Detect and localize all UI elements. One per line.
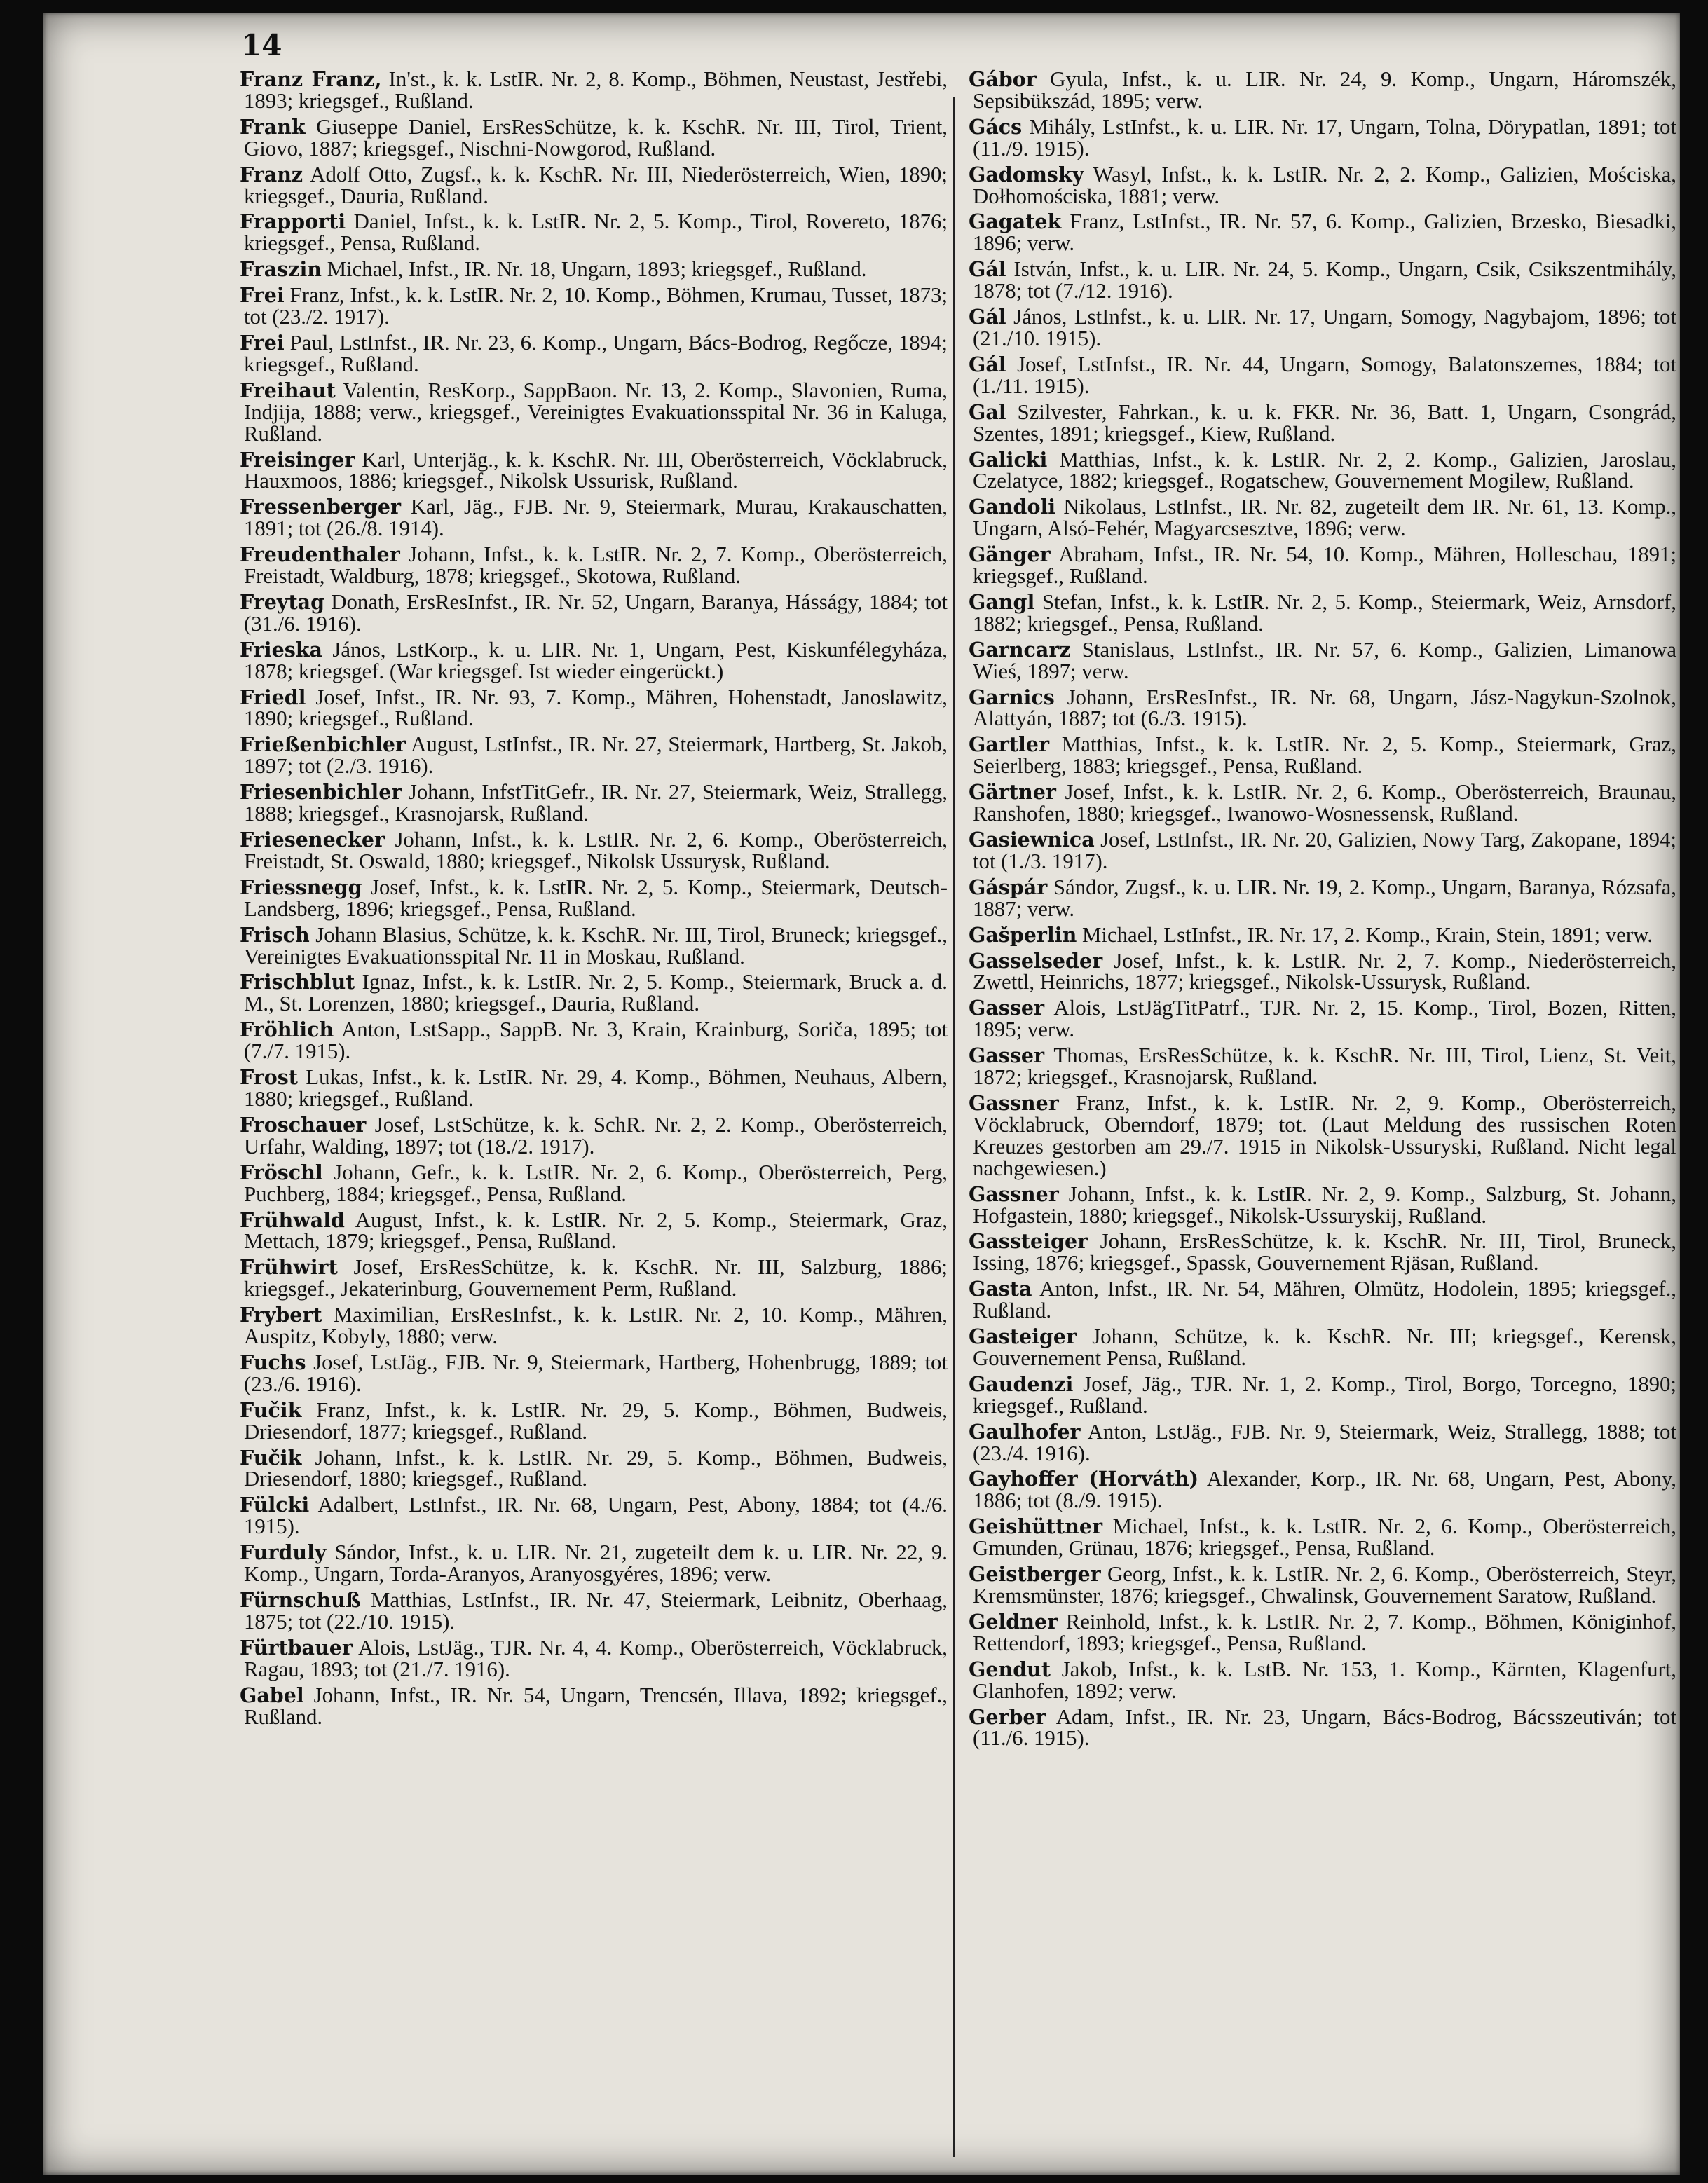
entry-surname: Fuchs bbox=[240, 1350, 306, 1374]
list-entry bbox=[969, 639, 1676, 683]
list-entry bbox=[969, 1516, 1676, 1559]
entry-details: Franz, Infst., k. k. LstIR. Nr. 2, 9. Komp., Oberösterreich, Vöcklabruck, Oberndorf, 1879; tot. (Laut Meldung des russischen Roten Kreuzes gestorben am 29./7. 1915 in Nikolsk-Ussuryski, Rußland. Nicht legal nachgewiesen.) bbox=[973, 1090, 1676, 1180]
entry-surname: Frischblut bbox=[240, 970, 355, 994]
entry-surname: Gács bbox=[969, 114, 1023, 139]
entry-details: Alexander, Korp., IR. Nr. 68, Ungarn, Pest, Abony, 1886; tot (8./9. 1915). bbox=[973, 1467, 1676, 1513]
list-entry bbox=[240, 1542, 948, 1585]
list-entry bbox=[969, 399, 1676, 446]
list-entry bbox=[240, 734, 948, 777]
entry-details: Johann Blasius, Schütze, k. k. KschR. Nr. III, Tirol, Bruneck; kriegsgef., Vereinigtes Evakuationsspital Nr. 11 in Moskau, Rußland. bbox=[244, 922, 948, 969]
list-entry bbox=[969, 496, 1676, 540]
list-entry bbox=[969, 69, 1676, 112]
entry-surname: Frießenbichler bbox=[240, 732, 406, 757]
entry-surname: Gaudenzi bbox=[969, 1371, 1074, 1396]
entry-surname: Freytag bbox=[240, 589, 324, 614]
list-entry bbox=[240, 924, 948, 968]
entry-details: Johann, Gefr., k. k. LstIR. Nr. 2, 6. Komp., Oberösterreich, Perg, Puchberg, 1884; kriegsgef., Pensa, Rußland. bbox=[244, 1160, 948, 1206]
list-entry bbox=[240, 544, 948, 587]
entry-surname: Gayhoffer (Horváth) bbox=[969, 1467, 1199, 1491]
list-entry bbox=[969, 164, 1676, 207]
entry-surname: Gagatek bbox=[969, 210, 1062, 234]
entry-details: Anton, Infst., IR. Nr. 54, Mähren, Olmütz, Hodolein, 1895; kriegsgef., Rußland. bbox=[973, 1277, 1676, 1323]
entry-surname: Fučik bbox=[240, 1445, 302, 1470]
entry-surname: Frisch bbox=[240, 922, 310, 947]
entry-surname: Freisinger bbox=[240, 447, 355, 472]
entry-surname: Galicki bbox=[969, 447, 1048, 472]
entry-details: Franz, LstInfst., IR. Nr. 57, 6. Komp., Galizien, Brzesko, Biesadki, 1896; verw. bbox=[973, 210, 1676, 256]
entry-surname: Gerber bbox=[969, 1704, 1046, 1729]
entry-surname: Frieska bbox=[240, 637, 322, 662]
entry-details: Josef, ErsResSchütze, k. k. KschR. Nr. III, Salzburg, 1886; kriegsgef., Jekaterinburg, Gouvernement Perm, Rußland. bbox=[244, 1255, 948, 1301]
entry-details: Szilvester, Fahrkan., k. u. k. FKR. Nr. 36, Batt. 1, Ungarn, Csongrád, Szentes, 1891; kriegsgef., Kiew, Rußland. bbox=[973, 399, 1676, 446]
entry-details: János, LstInfst., k. u. LIR. Nr. 17, Ungarn, Somogy, Nagybajom, 1896; tot (21./10. 1915). bbox=[973, 305, 1676, 350]
list-entry bbox=[969, 1371, 1676, 1418]
entry-surname: Friessnegg bbox=[240, 875, 362, 899]
entry-surname: Friesenecker bbox=[240, 828, 385, 851]
entry-surname: Fröhlich bbox=[240, 1018, 334, 1042]
entry-details: Karl, Jäg., FJB. Nr. 9, Steiermark, Murau, Krakauschatten, 1891; tot (26./8. 1914). bbox=[244, 495, 948, 541]
entry-details: Alois, LstJägTitPatrf., TJR. Nr. 2, 15. Komp., Tirol, Bozen, Ritten, 1895; verw. bbox=[973, 996, 1676, 1042]
entry-surname: Frapporti bbox=[240, 210, 346, 234]
list-entry bbox=[969, 877, 1676, 920]
entry-details: Josef, Infst., IR. Nr. 93, 7. Komp., Mähren, Hohenstadt, Janoslawitz, 1890; kriegsgef., Rußland. bbox=[244, 685, 948, 731]
list-entry bbox=[969, 591, 1676, 635]
entry-details: August, Infst., k. k. LstIR. Nr. 2, 5. Komp., Steiermark, Graz, Mettach, 1879; kriegsgef., Pensa, Rußland. bbox=[244, 1207, 948, 1254]
list-entry bbox=[240, 877, 948, 920]
entry-surname: Franz Franz, bbox=[240, 69, 382, 91]
entry-details: Anton, LstJäg., FJB. Nr. 9, Steiermark, Weiz, Strallegg, 1888; tot (23./4. 1916). bbox=[973, 1419, 1676, 1465]
list-entry bbox=[969, 1278, 1676, 1322]
entry-details: Mihály, LstInfst., k. u. LIR. Nr. 17, Ungarn, Tolna, Dörypatlan, 1891; tot (11./9. 1915). bbox=[973, 114, 1676, 160]
list-entry bbox=[969, 687, 1676, 730]
entry-details: Georg, Infst., k. k. LstIR. Nr. 2, 6. Komp., Oberösterreich, Steyr, Kremsmünster, 1876; kriegsgef., Chwalinsk, Gouvernement Saratow, Rußland. bbox=[973, 1562, 1676, 1608]
entry-details: Karl, Unterjäg., k. k. KschR. Nr. III, Oberösterreich, Vöcklabruck, Hauxmoos, 1886; kriegsgef., Nikolsk Ussurisk, Rußland. bbox=[244, 447, 948, 493]
entry-details: Abraham, Infst., IR. Nr. 54, 10. Komp., Mähren, Holleschau, 1891; kriegsgef., Rußland. bbox=[973, 542, 1676, 589]
entry-surname: Friesenbichler bbox=[240, 780, 402, 805]
list-entry bbox=[240, 1067, 948, 1110]
list-entry bbox=[969, 829, 1676, 872]
entry-surname: Froschauer bbox=[240, 1112, 367, 1137]
entry-details: Josef, LstJäg., FJB. Nr. 9, Steiermark, Hartberg, Hohenbrugg, 1889; tot (23./6. 1916). bbox=[244, 1350, 948, 1396]
entry-details: Daniel, Infst., k. k. LstIR. Nr. 2, 5. Komp., Tirol, Rovereto, 1876; kriegsgef., Pensa, Rußland. bbox=[244, 210, 948, 256]
list-entry bbox=[969, 306, 1676, 350]
list-entry bbox=[969, 1090, 1676, 1180]
list-entry bbox=[969, 924, 1676, 946]
list-entry bbox=[969, 1184, 1676, 1227]
entry-details: Franz, Infst., k. k. LstIR. Nr. 29, 5. Komp., Böhmen, Budweis, Driesendorf, 1877; kriegsgef., Rußland. bbox=[244, 1397, 948, 1444]
entry-details: Josef, Infst., k. k. LstIR. Nr. 2, 7. Komp., Niederösterreich, Zwettl, Heinrichs, 1877; kriegsgef., Nikolsk-Ussurysk, Rußland. bbox=[973, 948, 1676, 994]
entry-details: August, LstInfst., IR. Nr. 27, Steiermark, Hartberg, St. Jakob, 1897; tot (2./3. 1916). bbox=[244, 732, 948, 779]
entry-details: Josef, Infst., k. k. LstIR. Nr. 2, 5. Komp., Steiermark, Deutsch-Landsberg, 1896; kriegsgef., Pensa, Rußland. bbox=[244, 875, 948, 921]
list-entry bbox=[240, 332, 948, 376]
list-entry bbox=[240, 971, 948, 1015]
entry-surname: Gaulhofer bbox=[969, 1419, 1081, 1444]
entry-surname: Fraszin bbox=[240, 257, 322, 282]
entry-surname: Frost bbox=[240, 1065, 298, 1090]
list-entry bbox=[969, 1326, 1676, 1369]
entry-surname: Fröschl bbox=[240, 1160, 323, 1184]
entry-surname: Gašperlin bbox=[969, 922, 1077, 947]
entry-details: Lukas, Infst., k. k. LstIR. Nr. 29, 4. Komp., Böhmen, Neuhaus, Albern, 1880; kriegsgef., Rußland. bbox=[244, 1065, 948, 1111]
list-entry bbox=[240, 1304, 948, 1348]
entry-details: Johann, Infst., IR. Nr. 54, Ungarn, Trencsén, Illava, 1892; kriegsgef., Rußland. bbox=[244, 1683, 948, 1729]
list-entry bbox=[240, 1637, 948, 1681]
entry-details: Stanislaus, LstInfst., IR. Nr. 57, 6. Komp., Galizien, Limanowa Wieś, 1897; verw. bbox=[973, 637, 1676, 683]
list-entry bbox=[240, 69, 948, 112]
list-entry bbox=[240, 164, 948, 207]
entry-details: Gyula, Infst., k. u. LIR. Nr. 24, 9. Komp., Ungarn, Háromszék, Sepsibükszád, 1895; verw. bbox=[973, 69, 1676, 113]
entry-surname: Geistberger bbox=[969, 1562, 1101, 1587]
entry-details: Wasyl, Infst., k. k. LstIR. Nr. 2, 2. Komp., Galizien, Mościska, Dołhomościska, 1881; verw. bbox=[973, 162, 1676, 208]
document-page bbox=[43, 13, 1680, 2175]
list-entry bbox=[969, 449, 1676, 493]
entry-surname: Gál bbox=[969, 305, 1006, 329]
entry-details: István, Infst., k. u. LIR. Nr. 24, 5. Komp., Ungarn, Csik, Csikszentmihály, 1878; tot (7./12. 1916). bbox=[973, 257, 1676, 303]
entry-details: Nikolaus, LstInfst., IR. Nr. 82, zugeteilt dem IR. Nr. 61, 13. Komp., Ungarn, Alsó-Fehér, Magyarcsesztve, 1896; verw. bbox=[973, 495, 1676, 541]
entry-surname: Franz bbox=[240, 162, 303, 186]
entry-details: Donath, ErsResInfst., IR. Nr. 52, Ungarn, Baranya, Hásságy, 1884; tot (31./6. 1916). bbox=[244, 589, 948, 636]
list-entry bbox=[240, 1447, 948, 1491]
list-entry bbox=[240, 1257, 948, 1300]
list-entry bbox=[240, 1397, 948, 1444]
list-entry bbox=[240, 116, 948, 160]
entry-surname: Geldner bbox=[969, 1609, 1058, 1634]
list-entry bbox=[240, 687, 948, 730]
entry-surname: Gasser bbox=[969, 1043, 1045, 1068]
list-entry bbox=[240, 639, 948, 683]
list-entry bbox=[969, 950, 1676, 994]
list-entry bbox=[240, 449, 948, 493]
list-entry bbox=[240, 380, 948, 445]
entry-details: Matthias, Infst., k. k. LstIR. Nr. 2, 2. Komp., Galizien, Jaroslau, Czelatyce, 1882; kriegsgef., Rogatschew, Gouvernement Mogilew, Rußland. bbox=[973, 447, 1676, 493]
list-entry bbox=[969, 1659, 1676, 1702]
list-entry bbox=[240, 259, 948, 280]
list-entry bbox=[969, 997, 1676, 1041]
list-entry bbox=[240, 829, 948, 872]
entry-surname: Friedl bbox=[240, 685, 306, 709]
entry-details: Valentin, ResKorp., SappBaon. Nr. 13, 2. Komp., Slavonien, Ruma, Indjija, 1888; verw., kriegsgef., Vereinigtes Evakuationsspital Nr. 36 in Kaluga, Rußland. bbox=[244, 378, 948, 446]
entry-surname: Fürtbauer bbox=[240, 1635, 353, 1660]
list-entry bbox=[969, 1563, 1676, 1607]
entry-surname: Gábor bbox=[969, 69, 1037, 91]
entry-surname: Gandoli bbox=[969, 495, 1056, 519]
list-entry bbox=[969, 1706, 1676, 1750]
entry-surname: Gasser bbox=[969, 996, 1045, 1020]
entry-details: Ignaz, Infst., k. k. LstIR. Nr. 2, 5. Komp., Steiermark, Bruck a. d. M., St. Lorenzen, 1880; kriegsgef., Dauria, Rußland. bbox=[244, 970, 948, 1016]
list-entry bbox=[240, 1352, 948, 1395]
list-entry bbox=[240, 781, 948, 825]
entry-details: Matthias, Infst., k. k. LstIR. Nr. 2, 5. Komp., Steiermark, Graz, Seierlberg, 1883; kriegsgef., Pensa, Rußland. bbox=[973, 732, 1676, 779]
entry-surname: Gärtner bbox=[969, 780, 1056, 805]
list-entry bbox=[969, 211, 1676, 254]
entry-details: Alois, LstJäg., TJR. Nr. 4, 4. Komp., Oberösterreich, Vöcklabruck, Ragau, 1893; tot (21./7. 1916). bbox=[244, 1635, 948, 1681]
list-entry bbox=[240, 285, 948, 328]
list-entry bbox=[240, 591, 948, 635]
entry-surname: Freudenthaler bbox=[240, 542, 400, 567]
entry-details: Josef, Infst., k. k. LstIR. Nr. 2, 6. Komp., Oberösterreich, Braunau, Ranshofen, 1880; kriegsgef., Iwanowo-Wosnessensk, Rußland. bbox=[973, 780, 1676, 826]
list-entry bbox=[969, 734, 1676, 777]
entry-surname: Gassteiger bbox=[969, 1229, 1088, 1254]
entry-surname: Gendut bbox=[969, 1657, 1051, 1681]
entry-surname: Gabel bbox=[240, 1683, 304, 1707]
entry-surname: Gassner bbox=[969, 1182, 1059, 1206]
entry-details: Josef, LstInfst., IR. Nr. 20, Galizien, Nowy Targ, Zakopane, 1894; tot (1./3. 1917). bbox=[973, 828, 1676, 873]
entry-surname: Frühwirt bbox=[240, 1255, 338, 1280]
entry-surname: Gassner bbox=[969, 1090, 1059, 1115]
entry-surname: Frank bbox=[240, 114, 306, 139]
entry-details: János, LstKorp., k. u. LIR. Nr. 1, Ungarn, Pest, Kiskunfélegyháza, 1878; kriegsgef. (War kriegsgef. Ist wieder eingerückt.) bbox=[244, 637, 948, 683]
list-entry bbox=[240, 1685, 948, 1728]
entry-surname: Fučik bbox=[240, 1397, 302, 1422]
list-entry bbox=[969, 1468, 1676, 1512]
entry-surname: Furduly bbox=[240, 1540, 327, 1565]
entry-details: Johann, Infst., k. k. LstIR. Nr. 2, 9. Komp., Salzburg, St. Johann, Hofgastein, 1880; kriegsgef., Nikolsk-Ussuryskij, Rußland. bbox=[973, 1182, 1676, 1228]
entry-details: Josef, LstSchütze, k. k. SchR. Nr. 2, 2. Komp., Oberösterreich, Urfahr, Walding, 1897; tot (18./2. 1917). bbox=[244, 1112, 948, 1158]
entry-surname: Frei bbox=[240, 283, 285, 308]
entry-details: Franz, Infst., k. k. LstIR. Nr. 2, 10. Komp., Böhmen, Krumau, Tusset, 1873; tot (23./2. 1917). bbox=[244, 283, 948, 329]
entry-surname: Gasiewnica bbox=[969, 828, 1095, 851]
entry-details: Thomas, ErsResSchütze, k. k. KschR. Nr. III, Tirol, Lienz, St. Veit, 1872; kriegsgef., Krasnojarsk, Rußland. bbox=[973, 1043, 1676, 1090]
list-entry bbox=[969, 1231, 1676, 1274]
entry-surname: Gal bbox=[969, 399, 1006, 424]
entry-surname: Gál bbox=[969, 352, 1006, 376]
entry-details: Jakob, Infst., k. k. LstB. Nr. 153, 1. Komp., Kärnten, Klagenfurt, Glanhofen, 1892; verw. bbox=[973, 1657, 1676, 1703]
entry-details: Maximilian, ErsResInfst., k. k. LstIR. Nr. 2, 10. Komp., Mähren, Auspitz, Kobyly, 1880; verw. bbox=[244, 1303, 948, 1349]
list-entry bbox=[969, 1421, 1676, 1465]
entry-surname: Frühwald bbox=[240, 1207, 345, 1232]
list-entry bbox=[240, 1207, 948, 1254]
page-number: 14 bbox=[241, 28, 282, 62]
entry-surname: Geishüttner bbox=[969, 1514, 1102, 1539]
entry-surname: Garncarz bbox=[969, 637, 1071, 662]
entry-details: Johann, Infst., k. k. LstIR. Nr. 2, 7. Komp., Oberösterreich, Freistadt, Waldburg, 1878; kriegsgef., Skotowa, Rußland. bbox=[244, 542, 948, 589]
entry-surname: Gänger bbox=[969, 542, 1051, 567]
left-column bbox=[240, 69, 948, 2164]
entry-details: Reinhold, Infst., k. k. LstIR. Nr. 2, 7. Komp., Böhmen, Königinhof, Rettendorf, 1893; kriegsgef., Pensa, Rußland. bbox=[973, 1609, 1676, 1655]
entry-details: Adam, Infst., IR. Nr. 23, Ungarn, Bács-Bodrog, Bácsszeutiván; tot (11./6. 1915). bbox=[973, 1704, 1676, 1751]
entry-surname: Gáspár bbox=[969, 875, 1048, 899]
list-entry bbox=[240, 496, 948, 540]
list-entry bbox=[969, 1611, 1676, 1655]
entry-details: Adolf Otto, Zugsf., k. k. KschR. Nr. III, Niederösterreich, Wien, 1890; kriegsgef., Dauria, Rußland. bbox=[244, 162, 948, 208]
entry-details: Michael, Infst., IR. Nr. 18, Ungarn, 1893; kriegsgef., Rußland. bbox=[322, 257, 867, 282]
list-entry bbox=[240, 1589, 948, 1633]
entry-surname: Garnics bbox=[969, 685, 1055, 709]
list-entry bbox=[240, 1494, 948, 1538]
entry-surname: Gadomsky bbox=[969, 162, 1084, 186]
entry-details: Giuseppe Daniel, ErsResSchütze, k. k. KschR. Nr. III, Tirol, Trient, Giovo, 1887; kriegsgef., Nischni-Nowgorod, Rußland. bbox=[244, 114, 948, 160]
entry-details: Sándor, Infst., k. u. LIR. Nr. 21, zugeteilt dem k. u. LIR. Nr. 22, 9. Komp., Ungarn, Torda-Aranyos, Aranyosgyéres, 1896; verw. bbox=[244, 1540, 948, 1587]
entry-surname: Frybert bbox=[240, 1303, 322, 1327]
entry-surname: Fülcki bbox=[240, 1493, 310, 1517]
entry-surname: Gasteiger bbox=[969, 1325, 1077, 1349]
entry-details: Paul, LstInfst., IR. Nr. 23, 6. Komp., Ungarn, Bács-Bodrog, Regőcze, 1894; kriegsgef., Rußland. bbox=[244, 330, 948, 376]
entry-surname: Fressenberger bbox=[240, 495, 401, 519]
entry-surname: Gasselseder bbox=[969, 948, 1103, 973]
list-entry bbox=[240, 211, 948, 254]
list-entry bbox=[969, 1045, 1676, 1088]
list-entry bbox=[969, 544, 1676, 587]
entry-details: Adalbert, LstInfst., IR. Nr. 68, Ungarn, Pest, Abony, 1884; tot (4./6. 1915). bbox=[244, 1493, 948, 1539]
list-entry bbox=[969, 781, 1676, 825]
entry-surname: Gartler bbox=[969, 732, 1049, 757]
entry-surname: Gasta bbox=[969, 1277, 1032, 1301]
list-entry bbox=[969, 259, 1676, 302]
list-entry bbox=[969, 354, 1676, 397]
entry-details: Johann, Infst., k. k. LstIR. Nr. 29, 5. Komp., Böhmen, Budweis, Driesendorf, 1880; kriegsgef., Rußland. bbox=[244, 1445, 948, 1491]
list-entry bbox=[240, 1162, 948, 1205]
entry-details: Josef, Jäg., TJR. Nr. 1, 2. Komp., Tirol, Borgo, Torcegno, 1890; kriegsgef., Rußland. bbox=[973, 1371, 1676, 1418]
entry-details: Michael, LstInfst., IR. Nr. 17, 2. Komp., Krain, Stein, 1891; verw. bbox=[1077, 922, 1653, 947]
entry-details: Johann, Schütze, k. k. KschR. Nr. III; kriegsgef., Kerensk, Gouvernement Pensa, Rußland. bbox=[973, 1325, 1676, 1370]
list-entry bbox=[969, 116, 1676, 160]
entry-details: Johann, Infst., k. k. LstIR. Nr. 2, 6. Komp., Oberösterreich, Freistadt, St. Oswald, 1880; kriegsgef., Nikolsk Ussurysk, Rußland. bbox=[244, 828, 948, 873]
entry-details: Johann, ErsResSchütze, k. k. KschR. Nr. III, Tirol, Bruneck, Issing, 1876; kriegsgef., Spassk, Gouvernement Rjäsan, Rußland. bbox=[973, 1229, 1676, 1275]
entry-surname: Frei bbox=[240, 330, 285, 355]
entry-details: Johann, InfstTitGefr., IR. Nr. 27, Steiermark, Weiz, Strallegg, 1888; kriegsgef., Krasnojarsk, Rußland. bbox=[244, 780, 948, 826]
entry-details: In'st., k. k. LstIR. Nr. 2, 8. Komp., Böhmen, Neustast, Jestřebi, 1893; kriegsgef., Rußland. bbox=[244, 69, 948, 113]
entry-details: Anton, LstSapp., SappB. Nr. 3, Krain, Krainburg, Soriča, 1895; tot (7./7. 1915). bbox=[244, 1018, 948, 1064]
entry-details: Michael, Infst., k. k. LstIR. Nr. 2, 6. Komp., Oberösterreich, Gmunden, Grünau, 1876; kriegsgef., Pensa, Rußland. bbox=[973, 1514, 1676, 1561]
entry-surname: Fürnschuß bbox=[240, 1588, 361, 1612]
entry-surname: Gál bbox=[969, 257, 1006, 282]
entry-details: Sándor, Zugsf., k. u. LIR. Nr. 19, 2. Komp., Ungarn, Baranya, Rózsafa, 1887; verw. bbox=[973, 875, 1676, 921]
entry-surname: Freihaut bbox=[240, 378, 336, 402]
list-entry bbox=[240, 1019, 948, 1062]
entry-details: Josef, LstInfst., IR. Nr. 44, Ungarn, Somogy, Balatonszemes, 1884; tot (1./11. 1915). bbox=[973, 352, 1676, 398]
entry-surname: Gangl bbox=[969, 589, 1035, 614]
entry-details: Johann, ErsResInfst., IR. Nr. 68, Ungarn, Jász-Nagykun-Szolnok, Alattyán, 1887; tot (6./3. 1915). bbox=[973, 685, 1676, 731]
right-column bbox=[969, 69, 1676, 2164]
entry-details: Stefan, Infst., k. k. LstIR. Nr. 2, 5. Komp., Steiermark, Weiz, Arnsdorf, 1882; kriegsgef., Pensa, Rußland. bbox=[973, 589, 1676, 636]
column-divider bbox=[953, 97, 955, 2157]
entry-details: Matthias, LstInfst., IR. Nr. 47, Steiermark, Leibnitz, Oberhaag, 1875; tot (22./10. 1915). bbox=[244, 1588, 948, 1634]
list-entry bbox=[240, 1114, 948, 1158]
